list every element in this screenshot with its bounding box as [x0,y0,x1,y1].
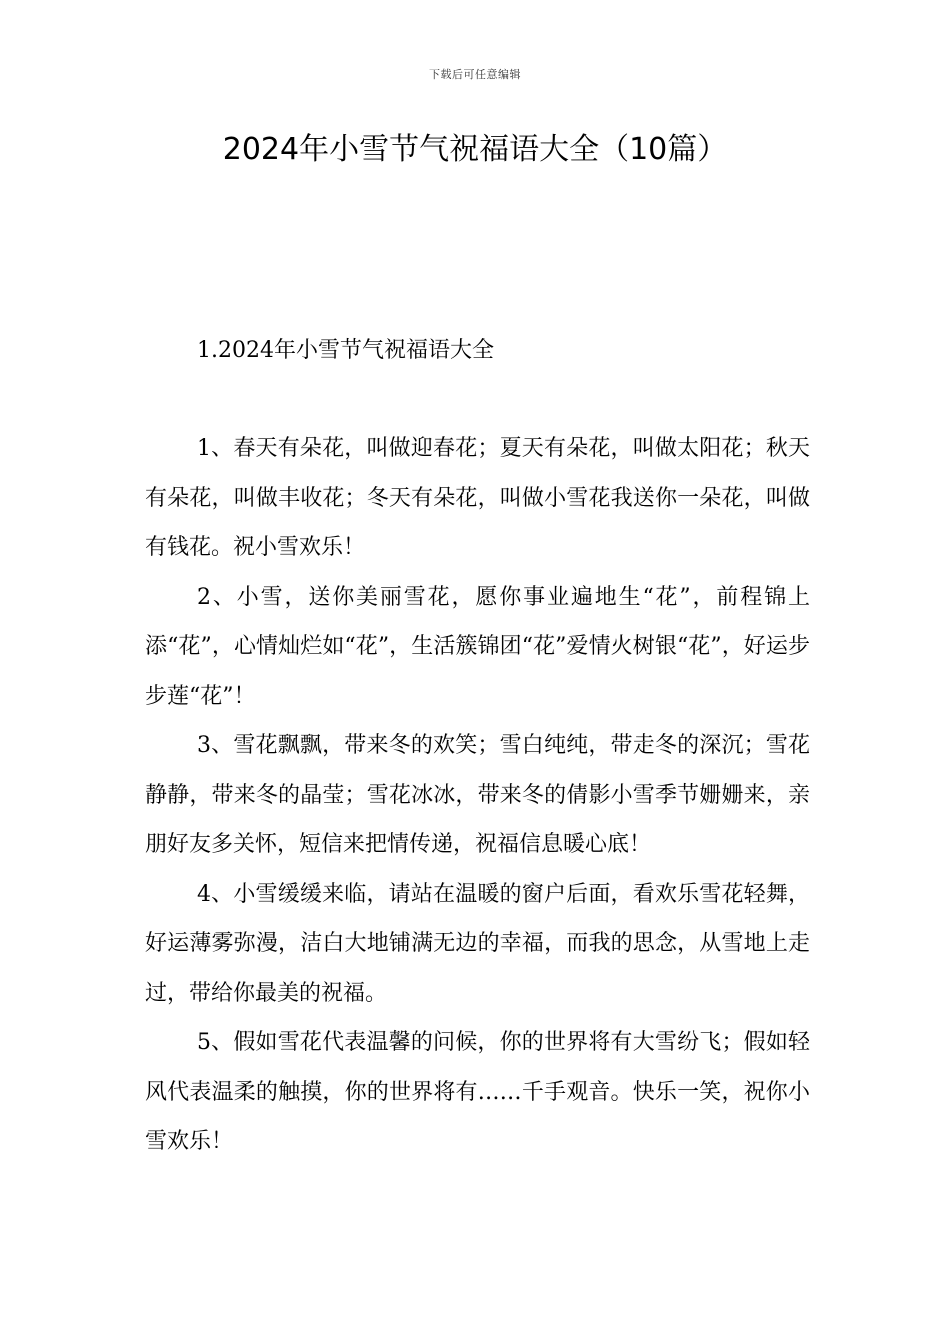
header-note: 下载后可任意编辑 [429,68,521,81]
blessing-paragraph-4: 4、小雪缓缓来临，请站在温暖的窗户后面，看欢乐雪花轻舞，好运薄雾弥漫，洁白大地铺满无边的幸福，而我的思念，从雪地上走过，带给你最美的祝福。 [145,881,810,1006]
spacer [145,376,810,424]
section-heading: 1.2024年小雪节气祝福语大全 [197,338,494,363]
blessing-paragraph-3: 3、雪花飘飘，带来冬的欢笑；雪白纯纯，带走冬的深沉；雪花静静，带来冬的晶莹；雪花冰冰，带来冬的倩影小雪季节姗姗来，亲朋好友多关怀，短信来把情传递，祝福信息暖心底！ [145,733,810,857]
document-body [145,326,810,1167]
blessing-paragraph-1: 1、春天有朵花，叫做迎春花；夏天有朵花，叫做太阳花；秋天有朵花，叫做丰收花；冬天有朵花，叫做小雪花我送你一朵花，叫做有钱花。祝小雪欢乐！ [145,436,810,560]
blessing-paragraph-5: 5、假如雪花代表温馨的问候，你的世界将有大雪纷飞；假如轻风代表温柔的触摸，你的世界将有……千手观音。快乐一笑，祝你小雪欢乐！ [145,1030,810,1154]
blessing-paragraph-2: 2、小雪，送你美丽雪花，愿你事业遍地生“花”，前程锦上添“花”，心情灿烂如“花”，生活簇锦团“花”爱情火树银“花”，好运步步莲“花”！ [145,584,810,709]
document-title: 2024年小雪节气祝福语大全（10篇） [222,132,728,167]
